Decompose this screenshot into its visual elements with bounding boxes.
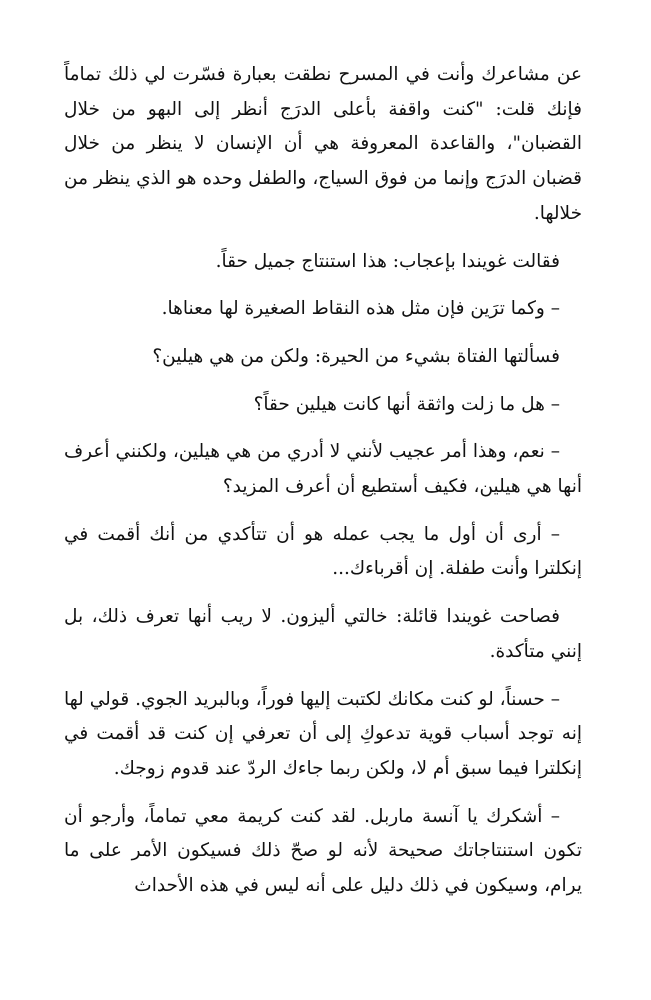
paragraph: فسألتها الفتاة بشيء من الحيرة: ولكن من هي هيلين؟ [152, 345, 560, 367]
paragraph: فصاحت غويندا قائلة: خالتي أليزون. لا ريب أنها تعرف ذلك، بل إنني متأكدة. [64, 606, 582, 662]
paragraph: – وكما ترَين فإن مثل هذه النقاط الصغيرة لها معناها. [161, 298, 560, 320]
paragraph: – حسناً، لو كنت مكانك لكتبت إليها فوراً، وبالبريد الجوي. قولي لها إنه توجد أسباب قوية تدعوكِ إلى أن تعرفي إن كنت قد أقمت في إنكلترا فيما سبق أم لا، ولكن ربما جاءك الردّ عند قدوم زوجك. [64, 688, 582, 779]
paragraph: فقالت غويندا بإعجاب: هذا استنتاج جميل حقاً. [215, 250, 560, 272]
paragraph: عن مشاعرك وأنت في المسرح نطقت بعبارة فسّرت لي ذلك تماماً فإنك قلت: "كنت واقفة بأعلى الدرَج أنظر إلى البهو من خلال القضبان"، والقاعدة المعروفة هي أن الإنسان لا ينظر من خلال قضبان الدرَج وإنما من فوق السياج، والطفل وحده هو الذي ينظر من خلالها. [64, 64, 582, 224]
paragraph: – هل ما زلت واثقة أنها كانت هيلين حقاً؟ [253, 393, 560, 415]
book-page [64, 58, 582, 904]
paragraph: – أشكرك يا آنسة ماربل. لقد كنت كريمة معي تماماً، وأرجو أن تكون استنتاجاتك صحيحة لأنه لو صحّ ذلك فسيكون الأمر على ما يرام، وسيكون في ذلك دليل على أنه ليس في هذه الأحداث [64, 805, 582, 897]
paragraph: – أرى أن أول ما يجب عمله هو أن تتأكدي من أنك أقمت في إنكلترا وأنت طفلة. إن أقرباءك... [64, 523, 582, 580]
paragraph: – نعم، وهذا أمر عجيب لأنني لا أدري من هي هيلين، ولكنني أعرف أنها هي هيلين، فكيف أستطيع أن أعرف المزيد؟ [64, 441, 582, 498]
